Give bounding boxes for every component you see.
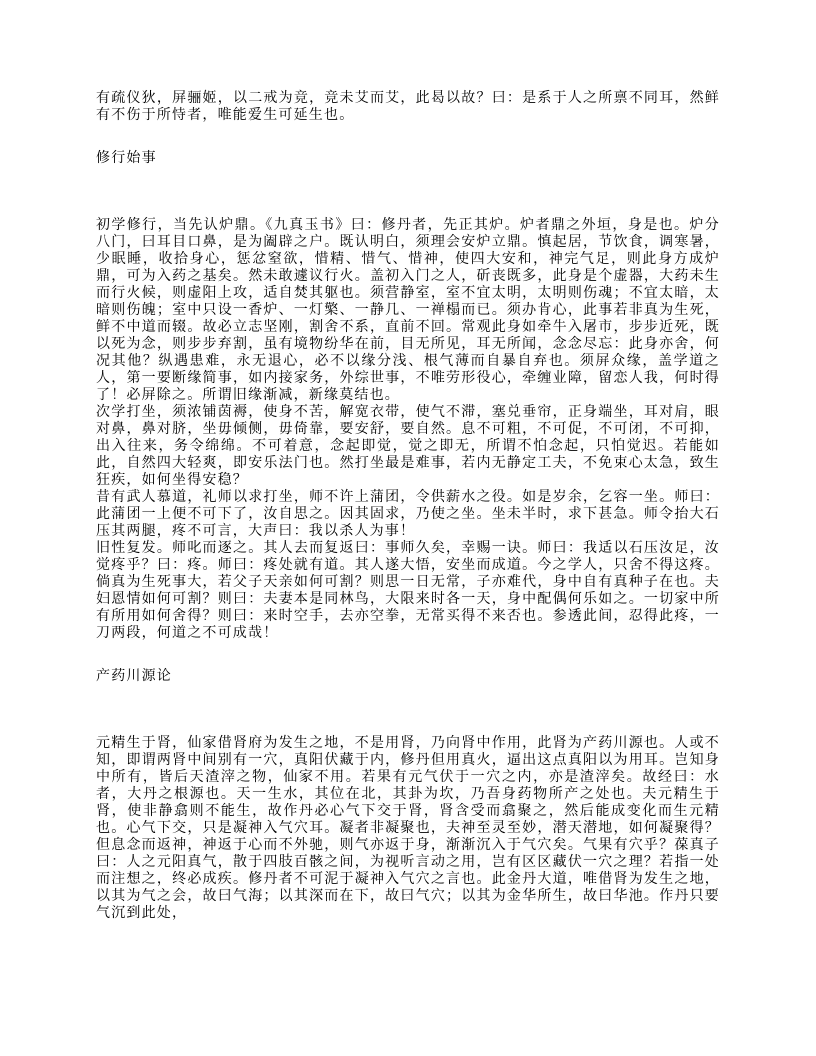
section-heading: 修行始事 [96, 151, 157, 166]
paragraph: 初学修行，当先认炉鼎。《九真玉书》曰：修丹者，先正其炉。炉者鼎之外垣，身是也。炉分八门，曰耳目口鼻，是为阖辟之户。既认明白，须理会安炉立鼎。慎起居，节饮食，调寒暑，少眠睡，收拾身心，惩忿窒欲，惜精、惜气、惜神，使四大安和，神完气足，则此身方成炉鼎，可为入药之基矣。然未敢遽议行火。盖初入门之人，斫丧既多，此身是个虚器，大药未生而行火候，则虚阳上攻，适自焚其躯也。须营静室，室不宜太明，太明则伤魂；不宜太暗，太暗则伤魄；室中只设一香炉、一灯檠、一静几、一禅榻而已。须办肯心，此事若非真为生死，鲜不中道而辍。故必立志坚刚，割舍不系，直前不回。常观此身如牵牛入屠市，步步近死，既以死为念，则步步弃割，虽有境物纷华在前，目无所见，耳无所闻，念念尽忘：此身亦舍，何况其他？纵遇患难，永无退心，必不以缘分浅、根气薄而自暴自弃也。须屏众缘，盖学道之人，第一要断缘简事，如内接家务，外综世事，不唯劳形役心，牵缠业障，留恋人我，何时得了！必屏除之。所谓旧缘渐减，新缘莫结也。 [96, 218, 720, 403]
paragraph: 昔有武人慕道，礼师以求打坐，师不许上蒲团，令供薪水之役。如是岁余，乞容一坐。师曰：此蒲团一上便不可下了，汝自思之。因其固求，乃使之坐。坐未半时，求下甚急。师令抬大石压其两腿，疼不可言，大声曰：我以杀人为事！ [96, 490, 720, 539]
paragraph: 有疏仪狄，屏骊姬，以二戒为竞，竞未艾而艾，此曷以故？曰：是系于人之所禀不同耳，然鲜有不伤于所恃者，唯能爱生可延生也。 [96, 91, 720, 123]
section-heading: 产药川源论 [96, 669, 172, 684]
paragraph: 元精生于肾，仙家借肾府为发生之地，不是用肾，乃向肾中作用，此肾为产药川源也。人或不知，即谓两肾中间别有一穴，真阳伏藏于内，修丹但用真火，逼出这点真阳以为用耳。岂知身中所有，皆后天渣滓之物，仙家不用。若果有元气伏于一穴之内，亦是渣滓矣。故经曰：水者，大丹之根源也。天一生水，其位在北，其卦为坎，乃吾身药物所产之处也。夫元精生于肾，使非静翕则不能生，故作丹必心气下交于肾，肾含受而翕聚之，然后能成变化而生元精也。心气下交，只是凝神入气穴耳。凝者非凝聚也，夫神至灵至妙，潜天潜地，如何凝聚得？但息念而返神，神返于心而不外驰，则气亦返于身，渐渐沉入于气穴矣。气果有穴乎？葆真子曰：人之元阳真气，散于四肢百骸之间，为视听言动之用，岂有区区藏伏一穴之理？若指一处而注想之，终必成疾。修丹者不可泥于凝神入气穴之言也。此金丹大道，唯借肾为发生之地，以其为气之会，故曰气海；以其深而在下，故曰气穴；以其为金华所生，故曰华池。作丹只要气沉到此处， [96, 736, 720, 921]
paragraph: 次学打坐，须浓铺茵褥，使身不苦，解宽衣带，使气不滞，塞兑垂帘，正身端坐，耳对肩，眼对鼻，鼻对脐，坐毋倾侧，毋倚靠，要安舒，要自然。息不可粗，不可促，不可闭，不可抑，出入往来，务令绵绵。不可着意，念起即觉，觉之即无，所谓不怕念起，只怕觉迟。若能如此，自然四大轻爽，即安乐法门也。然打坐最是难事，若内无静定工夫，不免束心太急，致生狂疾，如何坐得安稳？ [96, 405, 720, 488]
paragraph: 旧性复发。师叱而逐之。其人去而复返曰：事师久矣，幸赐一诀。师曰：我适以石压汝足，汝觉疼乎？曰：疼。师曰：疼处就有道。其人遂大悟，安坐而成道。今之学人，只舍不得这疼。倘真为生死事大，若父子天亲如何可割？则思一日无常，子亦难代，身中自有真种子在也。夫妇恩情如何可割？则曰：夫妻本是同林鸟，大限来时各一天，身中配偶何乐如之。一切家中所有所用如何舍得？则曰：来时空手，去亦空拳，无常买得不来否也。参透此间，忍得此疼，一刀两段，何道之不可成哉！ [96, 541, 720, 641]
